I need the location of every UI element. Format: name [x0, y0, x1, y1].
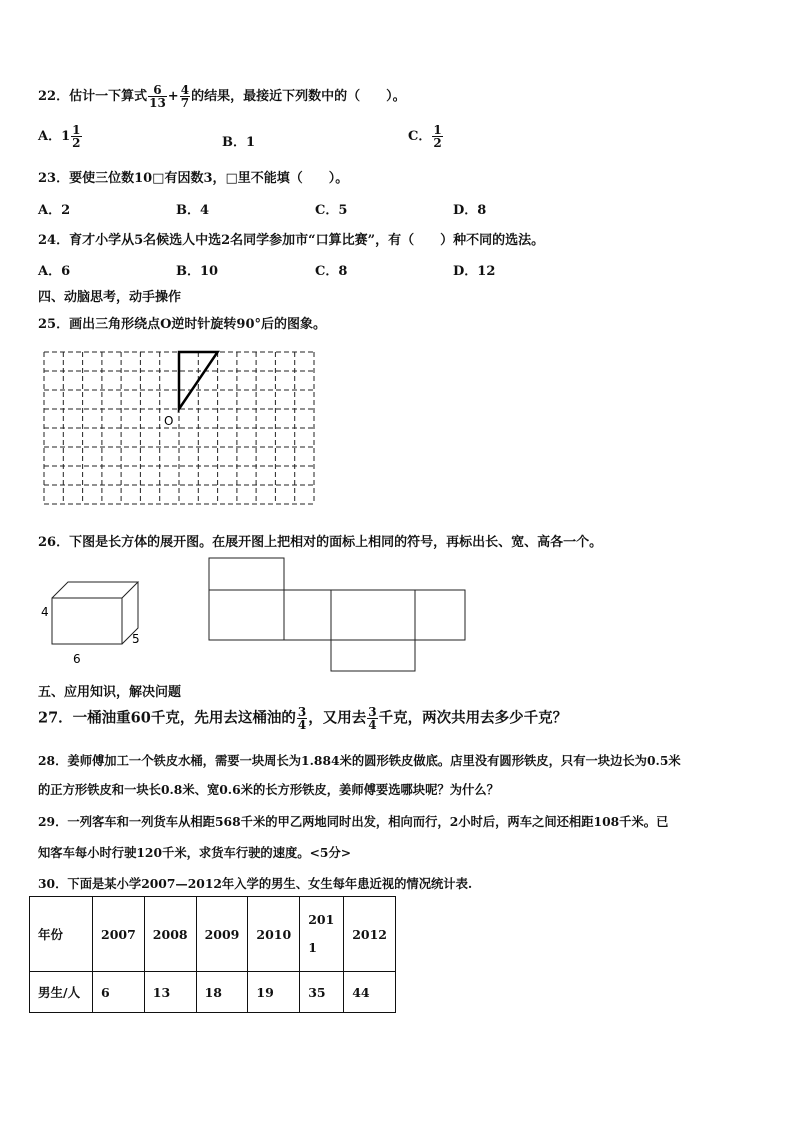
table-cell: 19: [248, 972, 300, 1013]
q24-option-b: B．10: [176, 264, 219, 279]
point-o-label: O: [164, 414, 174, 428]
question-22: 22．估计一下算式 $\frac{6}{13}$ + $\frac{4}{7}$ 的结果，最接近下列数中的（ ）。: [38, 83, 406, 110]
fraction: $\frac{6}{13}$: [149, 83, 166, 110]
q22-option-b: B．1: [222, 135, 256, 150]
section-heading-4: 四、动脑思考，动手操作: [38, 290, 182, 305]
question-25: 25．画出三角形绕点O逆时针旋转90°后的图象。: [38, 317, 327, 332]
question-27: 27．一桶油重60千克，先用去这桶油的 $\frac{3}{4}$ ，又用去 $\frac{3}{4}$ 千克，两次共用去多少千克？: [38, 705, 568, 732]
table-row: [30, 972, 396, 1013]
table-cell: 13: [144, 972, 196, 1013]
rotation-grid-figure: [40, 348, 320, 510]
section-heading-5: 五、应用知识，解决问题: [38, 685, 182, 700]
question-29-line-2: 知客车每小时行驶120千米，求货车行驶的速度。<5分>: [38, 845, 352, 860]
table-row: [30, 897, 396, 972]
table-cell: 男生/人: [30, 972, 93, 1013]
cuboid-net-figure: [206, 556, 468, 674]
question-23: 23．要使三位数10□有因数3，□里不能填（ ）。: [38, 171, 349, 186]
question-28-line-2: 的正方形铁皮和一块长0.8米、宽0.6米的长方形铁皮，姜师傅要选哪块呢？为什么？: [38, 782, 499, 797]
q23-option-b: B．4: [176, 203, 210, 218]
table-cell: 35: [300, 972, 344, 1013]
table-cell: 2007: [93, 897, 145, 972]
fraction: $\frac{4}{7}$: [180, 83, 190, 110]
table-cell: 6: [93, 972, 145, 1013]
table-cell: 18: [196, 972, 248, 1013]
myopia-statistics-table: [29, 896, 396, 1013]
q24-option-a: A．6: [38, 264, 71, 279]
height-label: 4: [41, 605, 49, 619]
question-30: 30．下面是某小学2007—2012年入学的男生、女生每年患近视的情况统计表.: [38, 876, 473, 891]
table-cell: 44: [344, 972, 396, 1013]
question-29-line-1: 29．一列客车和一列货车从相距568千米的甲乙两地同时出发，相向而行，2小时后，两车之间还相距108千米。已: [38, 814, 669, 829]
q22-option-c: C． $\frac{1}{2}$: [408, 123, 442, 150]
length-label: 6: [73, 652, 81, 666]
width-label: 5: [132, 632, 140, 646]
q23-option-d: D．8: [453, 203, 487, 218]
table-cell: 2012: [344, 897, 396, 972]
table-cell: 2010: [248, 897, 300, 972]
table-cell: 2011: [300, 897, 344, 972]
question-26: 26．下图是长方体的展开图。在展开图上把相对的面标上相同的符号，再标出长、宽、高各一个。: [38, 535, 603, 550]
table-cell: 年份: [30, 897, 93, 972]
table-cell: 2009: [196, 897, 248, 972]
question-24: 24．育才小学从5名候选人中选2名同学参加市“口算比赛”，有（ ）种不同的选法。: [38, 233, 545, 248]
cuboid-figure: [38, 578, 150, 670]
q24-option-c: C．8: [315, 264, 348, 279]
q22-option-a: A． 1 $\frac{1}{2}$: [38, 123, 81, 150]
question-28-line-1: 28．姜师傅加工一个铁皮水桶，需要一块周长为1.884米的圆形铁皮做底。店里没有圆形铁皮，只有一块边长为0.5米: [38, 753, 681, 768]
q24-option-d: D．12: [453, 264, 496, 279]
q23-option-a: A．2: [38, 203, 71, 218]
q23-option-c: C．5: [315, 203, 348, 218]
table-cell: 2008: [144, 897, 196, 972]
